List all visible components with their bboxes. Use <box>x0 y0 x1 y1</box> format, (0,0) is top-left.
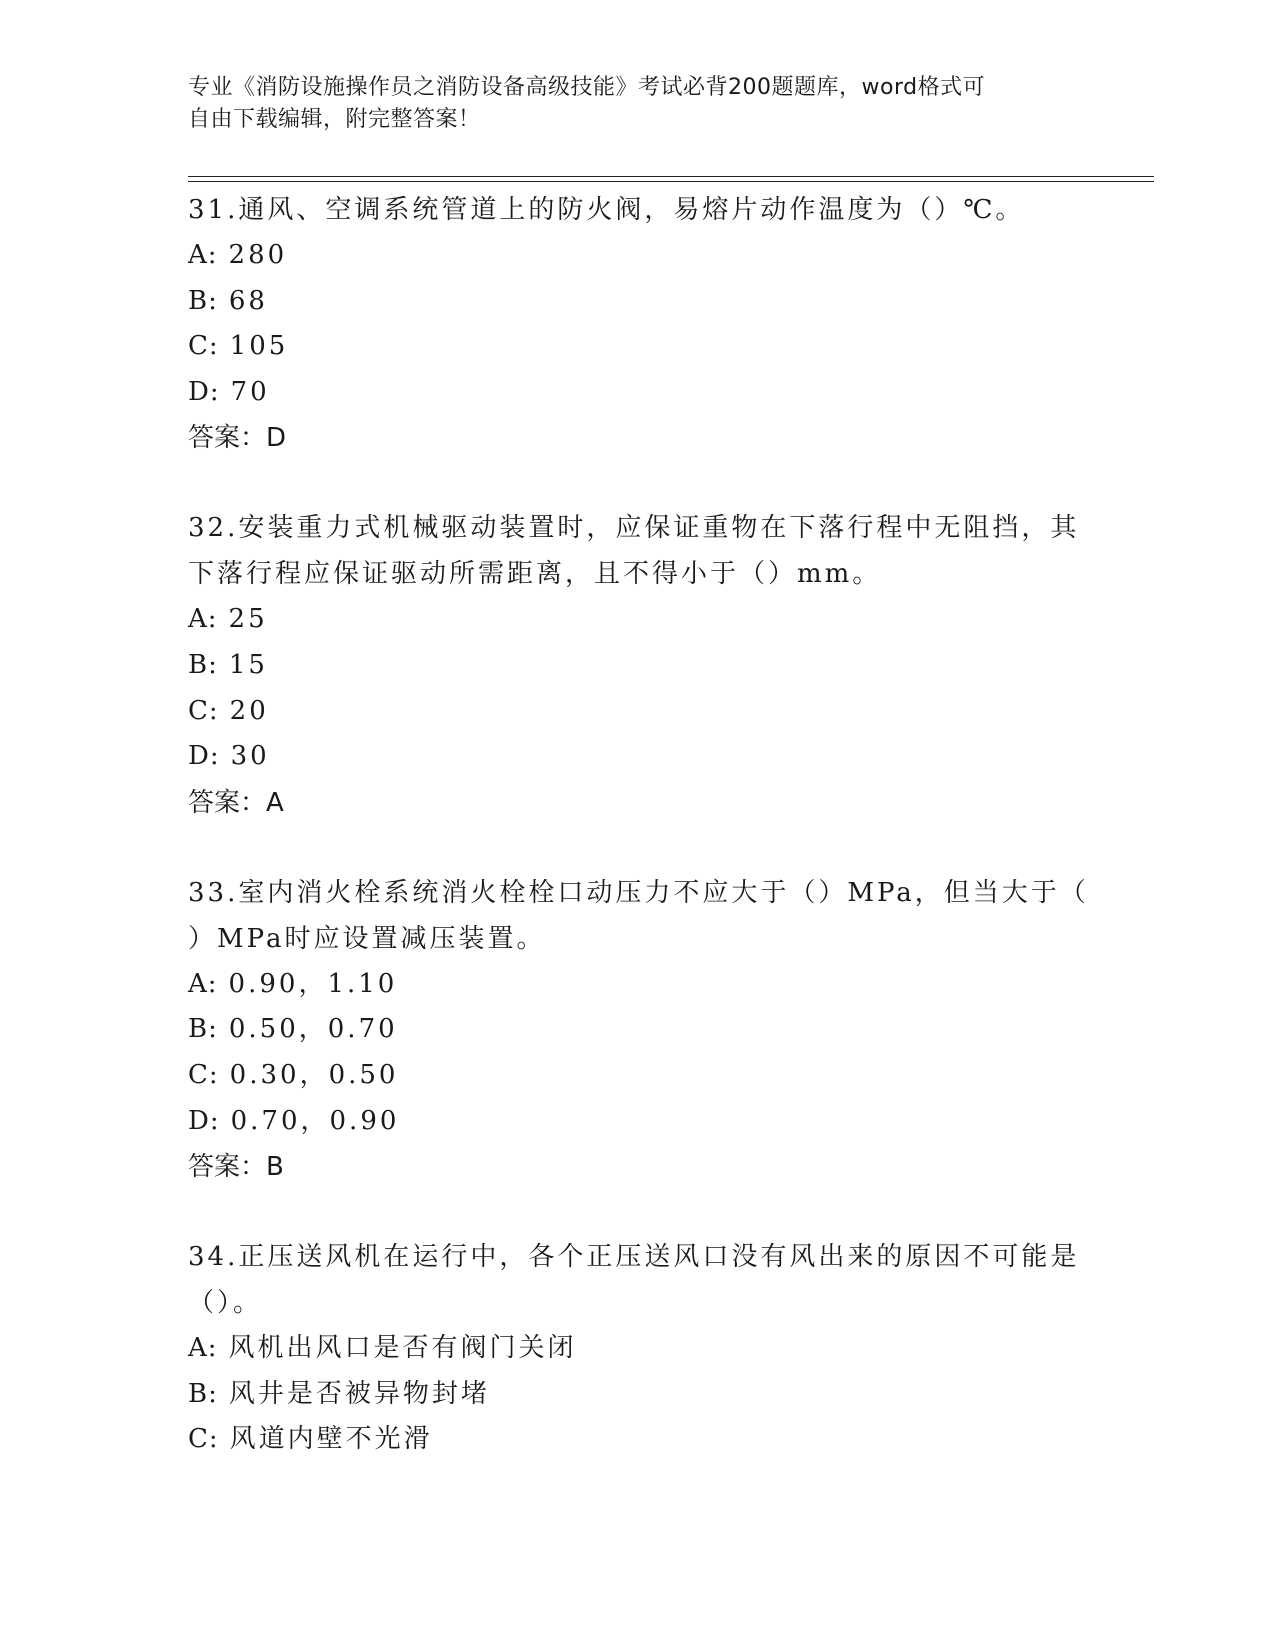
header-divider-top <box>188 176 1154 177</box>
header-line-2: 自由下载编辑，附完整答案！ <box>188 107 481 132</box>
option-a: A: 280 <box>188 240 288 270</box>
question-34 <box>188 1234 1088 1463</box>
answer-line: 答案：D <box>188 423 287 454</box>
option-b: B: 68 <box>188 285 268 316</box>
question-stem-continued: ）MPa时应设置减压装置。 <box>188 923 546 954</box>
question-stem: 34.正压送风机在运行中，各个正压送风口没有风出来的原因不可能是 <box>188 1242 1080 1273</box>
option-b: B: 15 <box>188 649 268 680</box>
question-stem: 33.室内消火栓系统消火栓栓口动压力不应大于（）MPa，但当大于（ <box>188 877 1089 908</box>
option-c: C: 20 <box>188 695 269 726</box>
option-c: C: 0.30，0.50 <box>188 1059 399 1090</box>
answer-line: 答案：B <box>188 1152 284 1183</box>
question-31 <box>188 187 1088 461</box>
option-c: C: 风道内壁不光滑 <box>188 1424 433 1455</box>
question-stem: 32.安装重力式机械驱动装置时，应保证重物在下落行程中无阻挡，其 <box>188 513 1080 544</box>
question-stem-continued: （）。 <box>188 1288 263 1319</box>
header-line-1: 专业《消防设施操作员之消防设备高级技能》考试必背200题题库，word格式可 <box>188 75 986 100</box>
header-divider-bottom <box>188 181 1154 182</box>
option-b: B: 0.50，0.70 <box>188 1014 398 1045</box>
option-d: D: 30 <box>188 741 270 772</box>
option-d: D: 0.70，0.90 <box>188 1105 400 1136</box>
option-c: C: 105 <box>188 331 289 362</box>
option-b: B: 风井是否被异物封堵 <box>188 1378 490 1409</box>
answer-line: 答案：A <box>188 787 284 818</box>
question-33 <box>188 870 1088 1190</box>
option-a: A: 0.90，1.10 <box>188 968 398 999</box>
question-stem: 31.通风、空调系统管道上的防火阀，易熔片动作温度为（）℃。 <box>188 195 1025 225</box>
option-a: A: 25 <box>188 604 268 635</box>
question-list <box>188 187 1088 1507</box>
question-32 <box>188 505 1088 825</box>
option-d: D: 70 <box>188 376 270 407</box>
document-header <box>188 72 1068 136</box>
question-stem-continued: 下落行程应保证驱动所需距离，且不得小于（）mm。 <box>188 559 882 590</box>
option-a: A: 风机出风口是否有阀门关闭 <box>188 1333 577 1364</box>
